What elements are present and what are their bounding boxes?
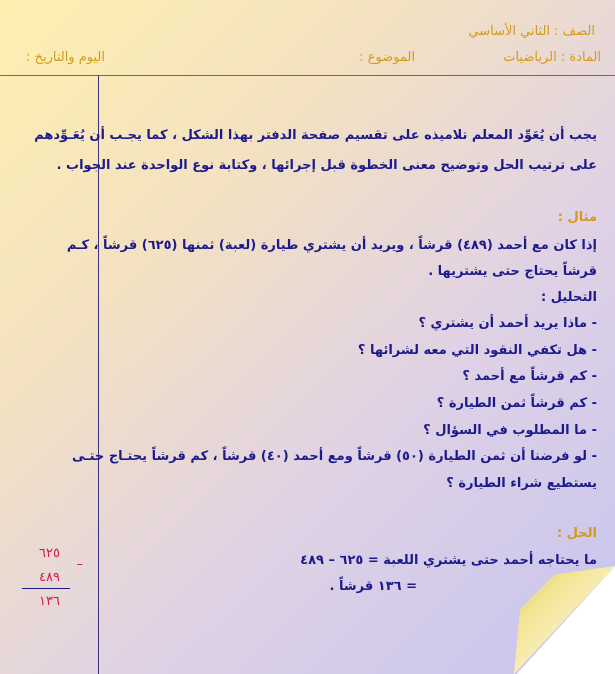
intro-line-1: يجب أن يُعَوِّد المعلم تلاميذه على تقسيم صفحة الدفتر بهذا الشكل ، كما يجـب أن يُعَـوِّدهم [34, 128, 597, 143]
grade-label: الصف : الثاني الأساسي [468, 24, 595, 39]
subject-label: المادة : الرياضيات [503, 50, 601, 65]
question-6-line-2: يستطيع شراء الطيارة ؟ [446, 476, 597, 491]
calc-result-line [22, 588, 70, 589]
header-divider [0, 75, 615, 76]
solution-label: الحل : [556, 526, 597, 541]
question-3: - كم قرشاً مع أحمد ؟ [462, 369, 597, 384]
calc-subtrahend: ٤٨٩ [39, 570, 60, 585]
date-label: اليوم والتاريخ : [26, 50, 105, 65]
calc-minuend: ٦٢٥ [39, 546, 60, 561]
calc-minus-sign: – [76, 557, 83, 572]
question-1: - ماذا يريد أحمد أن يشتري ؟ [418, 316, 597, 331]
question-5: - ما المطلوب في السؤال ؟ [423, 423, 597, 438]
example-line-2: قرشاً يحتاج حتى يشتريها . [428, 264, 597, 279]
analysis-label: التحليل : [541, 290, 597, 305]
solution-line-2: = ١٣٦ قرشاً . [329, 579, 417, 594]
calc-result: ١٣٦ [39, 594, 60, 609]
intro-line-2: على ترتيب الحل وتوضيح معنى الخطوة قبل إجرائها ، وكتابة نوع الواحدة عند الجواب . [56, 158, 597, 173]
question-2: - هل تكفي النقود التي معه لشرائها ؟ [357, 343, 597, 358]
example-line-1: إذا كان مع أحمد (٤٨٩) قرشاً ، ويريد أن يشتري طيارة (لعبة) ثمنها (٦٢٥) قرشاً ، كـم [66, 238, 597, 253]
question-6-line-1: - لو فرضنا أن ثمن الطيارة (٥٠) قرشاً ومع أحمد (٤٠) قرشاً ، كم قرشاً يحتـاج حتـى [72, 449, 597, 464]
solution-line-1: ما يحتاجه أحمد حتى يشتري اللعبة = ٦٢٥ – ٤٨٩ [300, 553, 597, 568]
topic-label: الموضوع : [359, 50, 415, 65]
example-label: مثال : [557, 210, 597, 225]
question-4: - كم قرشاً ثمن الطيارة ؟ [436, 396, 597, 411]
